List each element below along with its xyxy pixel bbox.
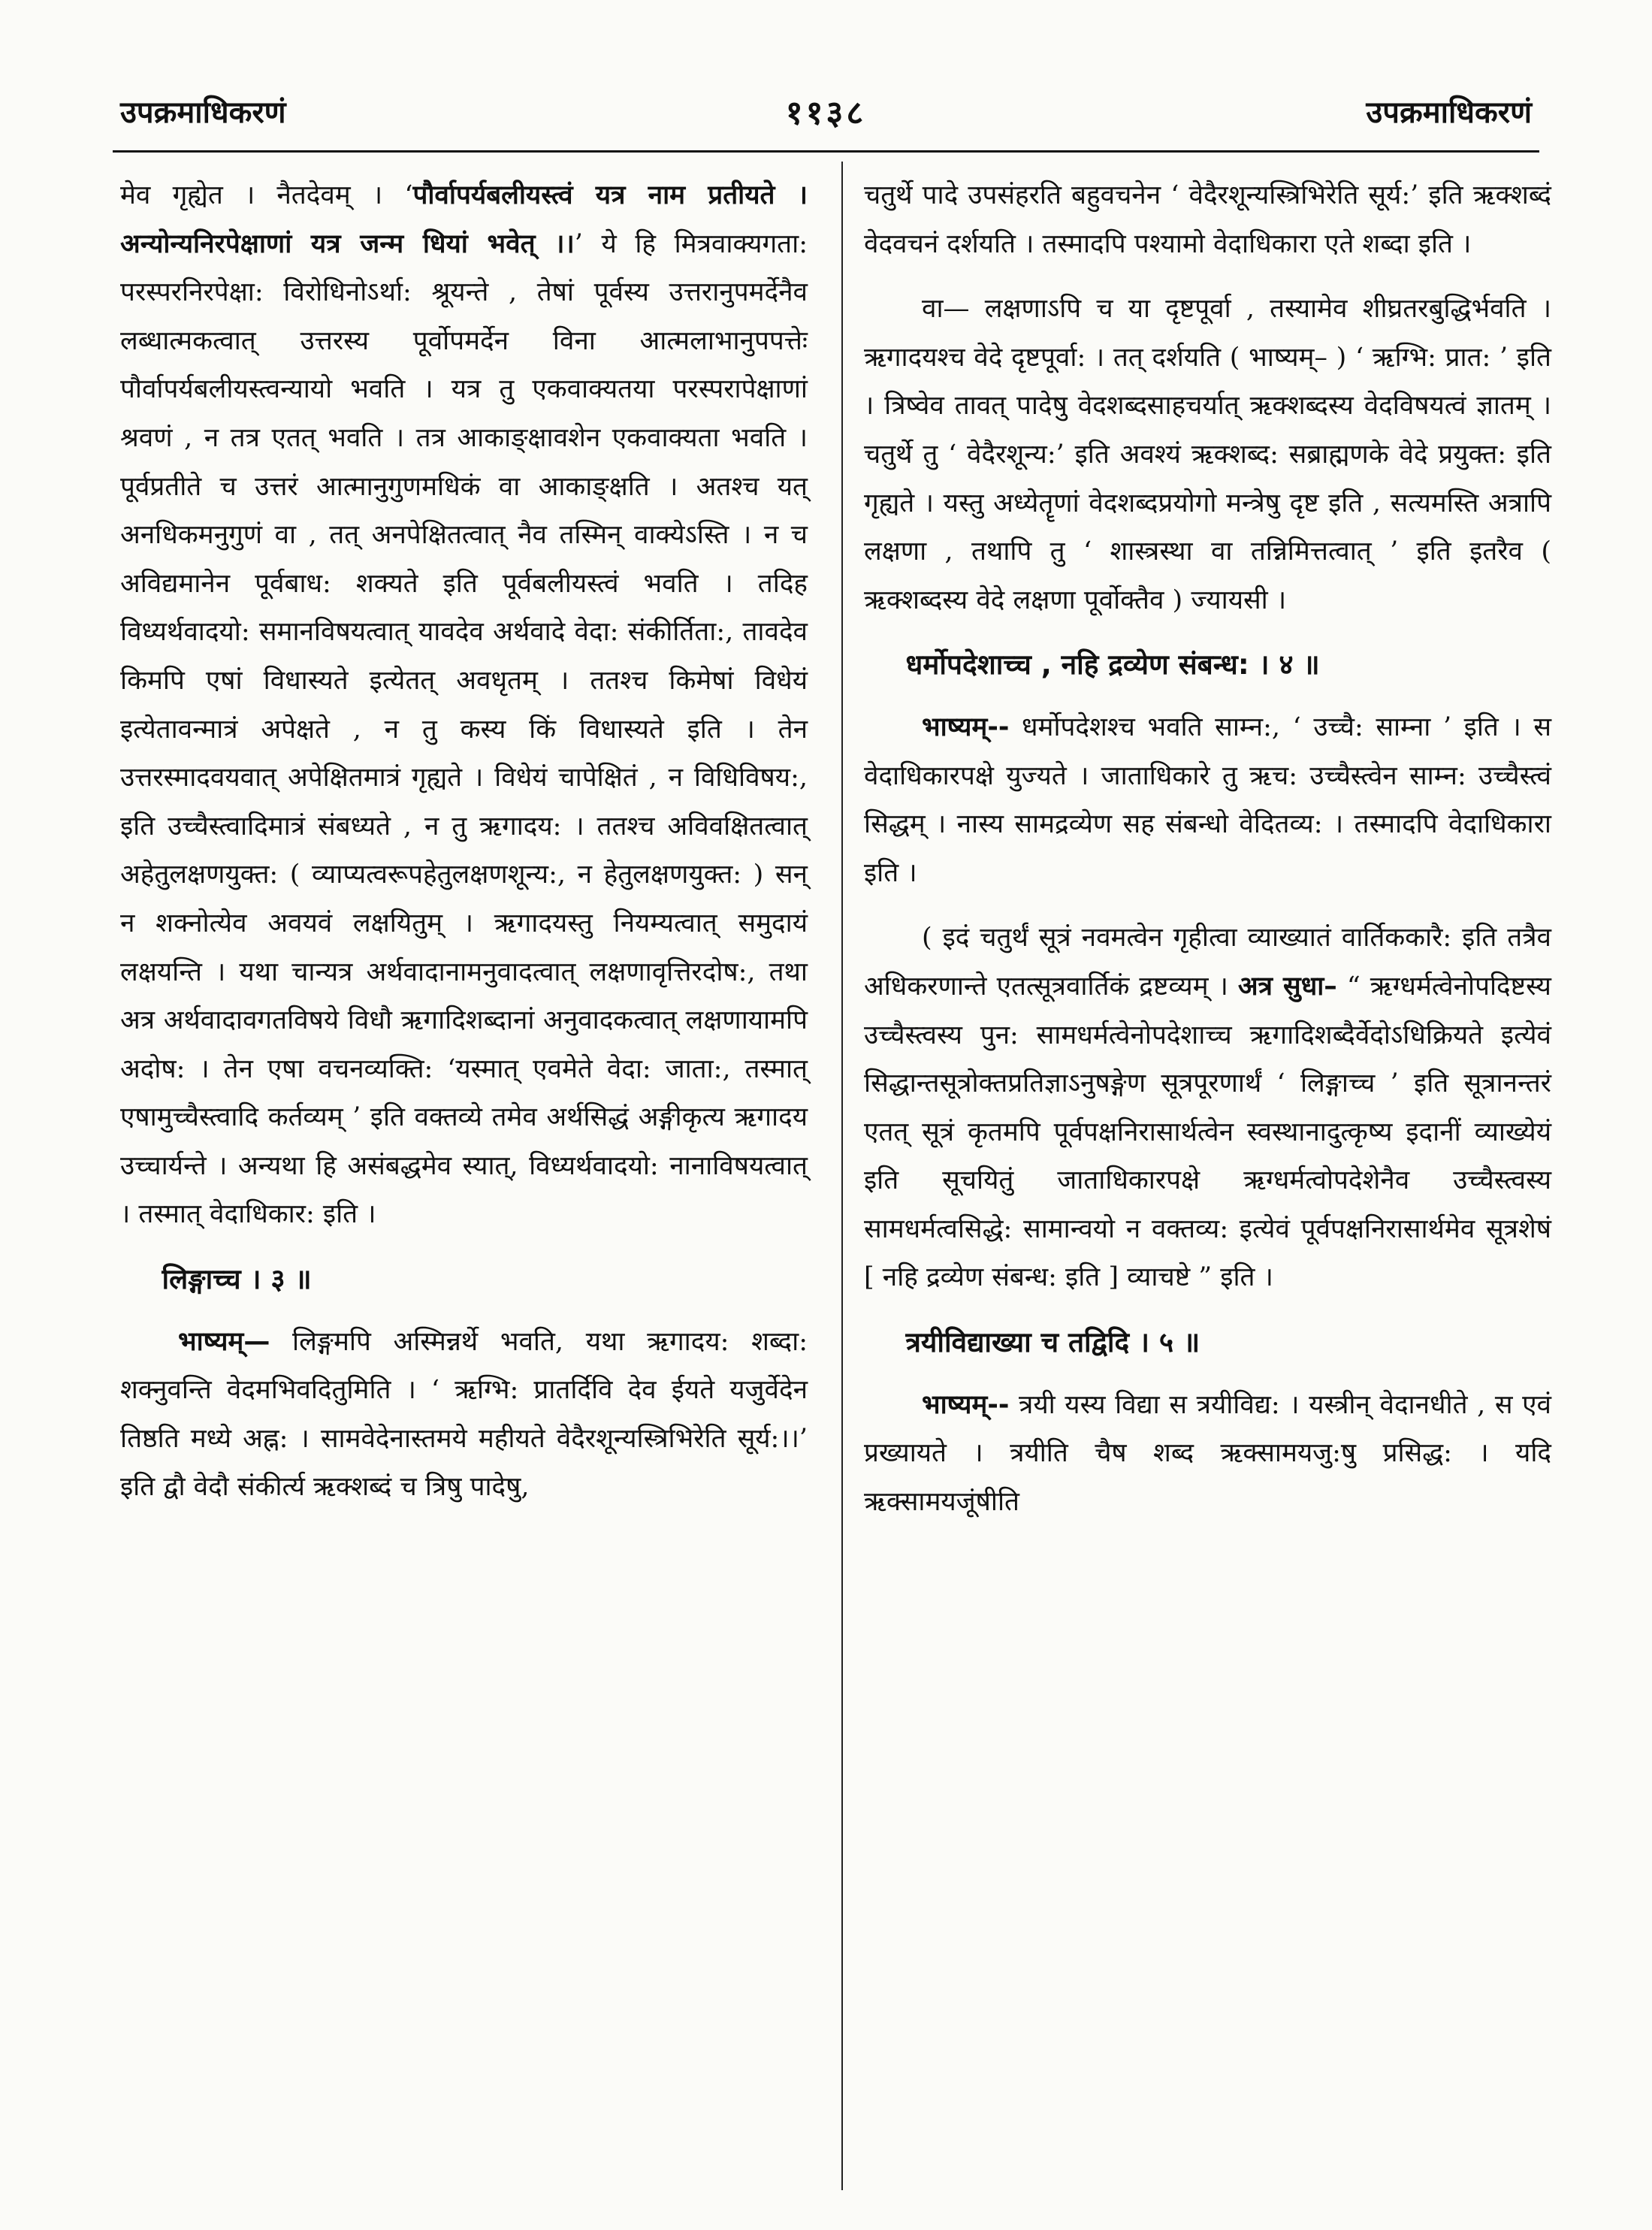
text-run: धर्मोपदेशश्च भवति साम्न:, ‘ उच्चै: साम्ना ’ इति । स वेदाधिकारपक्षे युज्यते । जाताधिकारे तु ऋच: उच्चैस्त्वेन साम्न: उच्चैस्त्वं सिद्धम् । नास्य सामद्रव्येण सह संबन्धो वेदितव्य: । तस्मादपि वेदाधिकारा इति ।	[864, 712, 1551, 888]
text-run: त्रयी यस्य विद्या स त्रयीविद्य: । यस्त्रीन् वेदानधीते , स एवं प्रख्यायते । त्रयीति चैष शब्द ऋक्सामयजु:षु प्रसिद्ध: । यदि ऋक्सामयजूंषीति	[864, 1389, 1551, 1517]
left-column	[120, 171, 808, 1528]
bhashya-label: भाष्यम्--	[922, 1389, 1010, 1420]
left-bhashya	[120, 1318, 808, 1512]
left-paragraph-1	[120, 171, 808, 1239]
sutra-3: लिङ्गाच्च । ३ ॥	[162, 1263, 312, 1296]
right-paragraph-2: वा— लक्षणाऽपि च या दृष्टपूर्वा , तस्यामेव शीघ्रतरबुद्धिर्भवति । ऋगादयश्च वेदे दृष्टपूर्वा: । तत् दर्शयति ( भाष्यम्– ) ‘ ऋग्भि: प्रात: ’ इति । त्रिष्वेव तावत् पादेषु वेदशब्दसाहचर्यात् ऋक्शब्दस्य वेदविषयत्वं ज्ञातम् । चतुर्थे तु ‘ वेदैरशून्य:’ इति अवश्यं ऋक्शब्द: सब्राह्मणके वेदे प्रयुक्त: इति गृह्यते । यस्तु अध्येतॄणां वेदशब्दप्रयोगो मन्त्रेषु दृष्ट इति , सत्यमस्ति अत्रापि लक्षणा , तथापि तु ‘ शास्त्रस्था वा तन्निमित्तत्वात् ’ इति इतरैव ( ऋक्शब्दस्य वेदे लक्षणा पूर्वोक्तैव ) ज्यायसी ।	[864, 294, 1551, 615]
text-run: लिङ्गमपि अस्मिन्नर्थे भवति, यथा ऋगादय: शब्दा: शक्नुवन्ति वेदमभिवदितुमिति । ‘ ऋग्भि: प्रातर्दिवि देव ईयते यजुर्वेदेन तिष्ठति मध्ये अह्न: । सामवेदेनास्तमये महीयते वेदैरशून्यस्त्रिभिरेति सूर्य:।।’ इति द्वौ वेदौ संकीर्त्य ऋक्शब्दं च त्रिषु पादेषु,	[120, 1326, 808, 1503]
running-head-right: उपक्रमाधिकरणं	[1366, 95, 1532, 130]
right-bhashya-4	[864, 703, 1551, 897]
right-bhashya-5	[864, 1381, 1551, 1527]
text-run: ’ ये हि मित्रवाक्यगता: परस्परनिरपेक्षा: विरोधिनोऽर्था: श्रूयन्ते , तेषां पूर्वस्य उत्तरानुपमर्देनैव लब्धात्मकत्वात् उत्तरस्य पूर्वोपमर्देन विना आत्मलाभानुपपत्तेः पौर्वापर्यबलीयस्त्वन्यायो भवति । यत्र तु एकवाक्यतया परस्परापेक्षाणां श्रवणं , न तत्र एतत् भवति । तत्र आकाङ्क्षावशेन एकवाक्यता भवति । पूर्वप्रतीते च उत्तरं आत्मानुगुणमधिकं वा आकाङ्क्षति । अतश्च यत् अनधिकमनुगुणं वा , तत् अनपेक्षितत्वात् नैव तस्मिन् वाक्येऽस्ति । न च अविद्यमानेन पूर्वबाध: शक्यते इति पूर्वबलीयस्त्वं भवति । तदिह विध्यर्थवादयो: समानविषयत्वात् यावदेव अर्थवादे वेदा: संकीर्तिता:, तावदेव किमपि एषां विधास्यते इत्येतत् अवधृतम् । ततश्च किमेषां विधेयं इत्येतावन्मात्रं अपेक्षते , न तु कस्य किं विधास्यते इति । तेन उत्तरस्मादवयवात् अपेक्षितमात्रं गृह्यते । विधेयं चापेक्षितं , न विधिविषय:, इति उच्चैस्त्वादिमात्रं संबध्यते , न तु ऋगादय: । ततश्च अविवक्षितत्वात् अहेतुलक्षणयुक्त: ( व्याप्यत्वरूपहेतुलक्षणशून्य:, न हेतुलक्षणयुक्त: ) सन् न शक्नोत्येव अवयवं लक्षयितुम् । ऋगादयस्तु नियम्यत्वात् समुदायं लक्षयन्ति । यथा चान्यत्र अर्थवादानामनुवादत्वात् लक्षणावृत्तिरदोष:, तथा अत्र अर्थवादावगतविषये विधौ ऋगादिशब्दानां अनुवादकत्वात् लक्षणायामपि अदोष: । तेन एषा वचनव्यक्ति: ‘यस्मात् एवमेते वेदा: जाता:, तस्मात् एषामुच्चैस्त्वादि कर्तव्यम् ’ इति वक्तव्ये तमेव अर्थसिद्धं अङ्गीकृत्य ऋगादय उच्चार्यन्ते । अन्यथा हि असंबद्धमेव स्यात्, विध्यर्थवादयो: नानाविषयत्वात् । तस्मात् वेदाधिकार: इति ।	[120, 228, 808, 1230]
quoted-verse: पौर्वापर्यबलीयस्त्वं यत्र नाम प्रतीयते । अन्योन्यनिरपेक्षाणां यत्र जन्म धियां भवेत् ।।	[120, 180, 808, 259]
header-rule	[113, 150, 1539, 153]
text-run: “ ऋग्धर्मत्वेनोपदिष्टस्य उच्चैस्त्वस्य पुन: सामधर्मत्वेनोपदेशाच्च ऋगादिशब्दैर्वेदोऽधिक्रियते इत्येवं सिद्धान्तसूत्रोक्तप्रतिज्ञाऽनुषङ्गेण सूत्रपूरणार्थं ‘ लिङ्गाच्च ’ इति सूत्रानन्तरं एतत् सूत्रं कृतमपि पूर्वपक्षनिरासार्थत्वेन स्वस्थानादुत्कृष्य इदानीं व्याख्येयं इति सूचयितुं जाताधिकारपक्षे ऋग्धर्मत्वोपदेशेनैव उच्चैस्त्वस्य सामधर्मत्वसिद्धे: सामान्वयो न वक्तव्य: इत्येवं पूर्वपक्षनिरासार्थमेव सूत्रशेषं [ नहि द्रव्येण संबन्ध: इति ] व्याचष्टे ” इति ।	[864, 971, 1551, 1293]
column-divider	[841, 162, 843, 2190]
right-paragraph-1: चतुर्थे पादे उपसंहरति बहुवचनेन ‘ वेदैरशून्यस्त्रिभिरेति सूर्य:’ इति ऋक्शब्दं वेदवचनं दर्शयति । तस्मादपि पश्यामो वेदाधिकारा एते शब्दा इति ।	[864, 180, 1551, 259]
running-head-left: उपक्रमाधिकरणं	[120, 95, 286, 130]
text-run: ( इदं चतुर्थं सूत्रं नवमत्वेन गृहीत्वा व्याख्यातं वार्तिककारै: इति तत्रैव अधिकरणान्ते एतत्सूत्रवार्तिकं द्रष्टव्यम् ।	[864, 923, 1551, 1002]
text-run: मेव गृह्येत । नैतदेवम् । ‘	[120, 180, 413, 210]
page-header	[113, 84, 1539, 144]
right-paragraph-4	[864, 914, 1551, 1302]
sutra-5: त्रयीविद्याख्या च तद्विदि । ५ ॥	[905, 1326, 1200, 1359]
right-column	[864, 171, 1551, 1543]
bhashya-label: भाष्यम्--	[922, 712, 1010, 742]
sutra-4: धर्मोपदेशाच्च , नहि द्रव्येण संबन्ध: । ४ ॥	[905, 648, 1320, 681]
sudha-label: अत्र सुधा–	[1237, 971, 1337, 1002]
page-number: ११३८	[785, 94, 867, 132]
bhashya-label: भाष्यम्—	[178, 1326, 270, 1357]
